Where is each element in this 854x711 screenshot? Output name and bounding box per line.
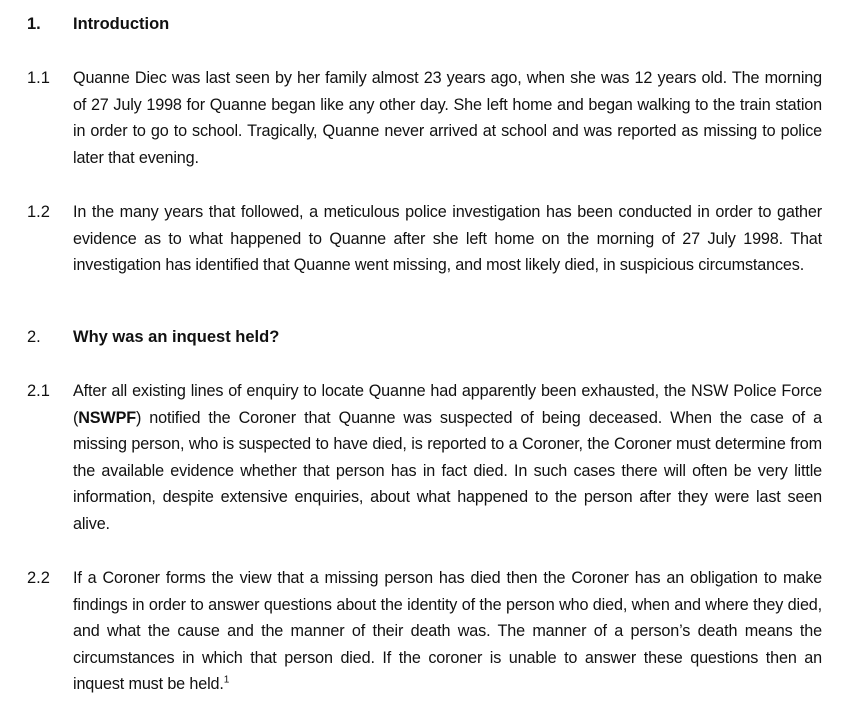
paragraph-number: 2.1 [27,382,50,400]
section-title: Why was an inquest held? [73,328,280,346]
paragraph-text [73,378,822,538]
section-number: 2. [27,328,41,346]
section-number: 1. [27,15,41,33]
section-title: Introduction [73,15,170,33]
paragraph-number: 1.1 [27,69,50,87]
paragraph-text: Quanne Diec was last seen by her family almost 23 years ago, when she was 12 years old. The morning of 27 July 1998 for Quanne began like any other day. She left home and began walking to the train station in order to go to school. Tragically, Quanne never arrived at school and was reported as missing to police later that evening. [73,69,822,167]
paragraph-text [73,565,822,698]
footnote-reference[interactable]: 1 [223,674,230,686]
paragraph-number: 1.2 [27,203,50,221]
paragraph-text-body: If a Coroner forms the view that a missing person has died then the Coroner has an obligation to make findings in order to answer questions about the identity of the person who died, when and where they died, and what the cause and the manner of their death was. The manner of a person’s death means the circumstances in which that person died. If the coroner is unable to answer these questions then an inquest must be held. [73,569,822,694]
paragraph-text-after: ) notified the Coroner that Quanne was suspected of being deceased. When the case of a missing person, who is suspected to have died, is reported to a Coroner, the Coroner must determine from the available evidence whether that person has in fact died. In such cases there will often be very little information, despite extensive enquiries, about what happened to the person after they were last seen alive. [73,408,822,533]
paragraph-number: 2.2 [27,569,50,587]
paragraph-text: In the many years that followed, a meticulous police investigation has been conducted in order to gather evidence as to what happened to Quanne after she left home on the morning of 27 July 1998. That investigation has identified that Quanne went missing, and most likely died, in suspicious circumstances. [73,203,822,275]
abbreviation-nswpf: NSWPF [78,408,136,427]
paragraph-text-before: After all existing lines of enquiry to locate Quanne had apparently been exhausted, the NSW Police Force ( [73,382,822,427]
